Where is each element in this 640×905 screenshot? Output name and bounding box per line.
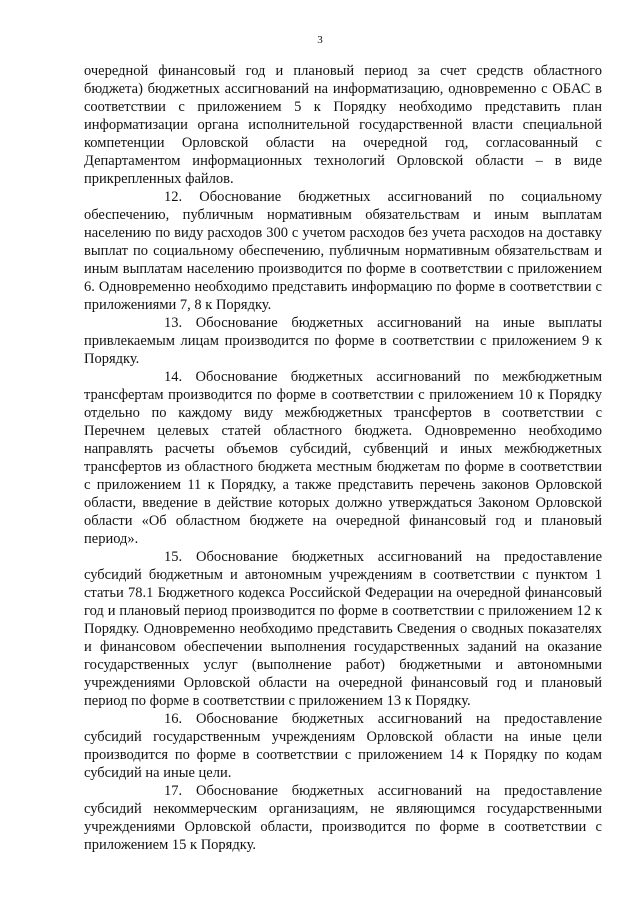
paragraph-number: 15. xyxy=(164,549,183,565)
paragraph-text: Обоснование бюджетных ассигнований на предоставление субсидий государственным учреждениям Орловской области на иные цели производится по форме в соответствии с приложением 14 к Порядку по кодам субсидий на иные цели. xyxy=(84,711,602,781)
page-number: 3 xyxy=(317,34,323,46)
paragraph-17 xyxy=(84,782,602,854)
paragraph-text: очередной финансовый год и плановый период за счет средств областного бюджета) бюджетных ассигнований на информатизацию, одновременно с ОБАС в соответствии с приложением 5 к Порядку необходимо представить план информатизации органа исполнительной государственной власти специальной компетенции Орловской области на очередной год, согласованный с Департаментом информационных технологий Орловской области – в виде прикрепленных файлов. xyxy=(84,63,602,187)
paragraph-text: Обоснование бюджетных ассигнований по социальному обеспечению, публичным нормативным обязательствам и иным выплатам населению по виду расходов 300 с учетом расходов без учета расходов на доставку выплат по социальному обеспечению, публичным нормативным обязательствам и иным выплатам населению производится по форме в соответствии с приложением 6. Одновременно необходимо представить информацию по форме в соответствии с приложениями 7, 8 к Порядку. xyxy=(84,189,602,313)
paragraph-16 xyxy=(84,710,602,782)
paragraph-number: 14. xyxy=(164,369,183,385)
paragraph-14 xyxy=(84,368,602,548)
paragraph-number: 17. xyxy=(164,783,183,799)
paragraph-text: Обоснование бюджетных ассигнований на иные выплаты привлекаемым лицам производится по форме в соответствии с приложением 9 к Порядку. xyxy=(84,315,603,367)
paragraph-text: Обоснование бюджетных ассигнований на предоставление субсидий бюджетным и автономным учреждениям в соответствии с пунктом 1 статьи 78.1 Бюджетного кодекса Российской Федерации на очередной финансовый год и плановый период производится по форме в соответствии с приложением 12 к Порядку. Одновременно необходимо представить Сведения о сводных показателях и финансовом обеспечении выполнения государственных заданий на оказание государственных услуг (выполнение работ) бюджетными и автономными учреждениями Орловской области на очередной финансовый год и плановый период по форме в соответствии с приложением 13 к Порядку. xyxy=(84,549,602,709)
paragraph-text: Обоснование бюджетных ассигнований по межбюджетным трансфертам производится по форме в соответствии с приложением 10 к Порядку отдельно по каждому виду межбюджетных трансфертов в соответствии с Перечнем целевых статей областного бюджета. Одновременно необходимо направлять расчеты объемов субсидий, субвенций и иных межбюджетных трансфертов из областного бюджета местным бюджетам по форме в соответствии с приложением 11 к Порядку, а также представить перечень законов Орловской области, введение в действие которых должно утверждаться Законом Орловской области «Об областном бюджете на очередной финансовый год и плановый период». xyxy=(84,369,602,547)
paragraph-continued xyxy=(84,62,602,188)
paragraph-number: 12. xyxy=(164,189,183,205)
paragraph-13 xyxy=(84,314,602,368)
paragraph-number: 13. xyxy=(164,315,183,331)
paragraph-12 xyxy=(84,188,602,314)
document-body xyxy=(84,62,602,854)
paragraph-15 xyxy=(84,548,602,710)
paragraph-text: Обоснование бюджетных ассигнований на предоставление субсидий некоммерческим организациям, не являющимся государственными учреждениями Орловской области, производится по форме в соответствии с приложением 15 к Порядку. xyxy=(84,783,602,853)
paragraph-number: 16. xyxy=(164,711,183,727)
